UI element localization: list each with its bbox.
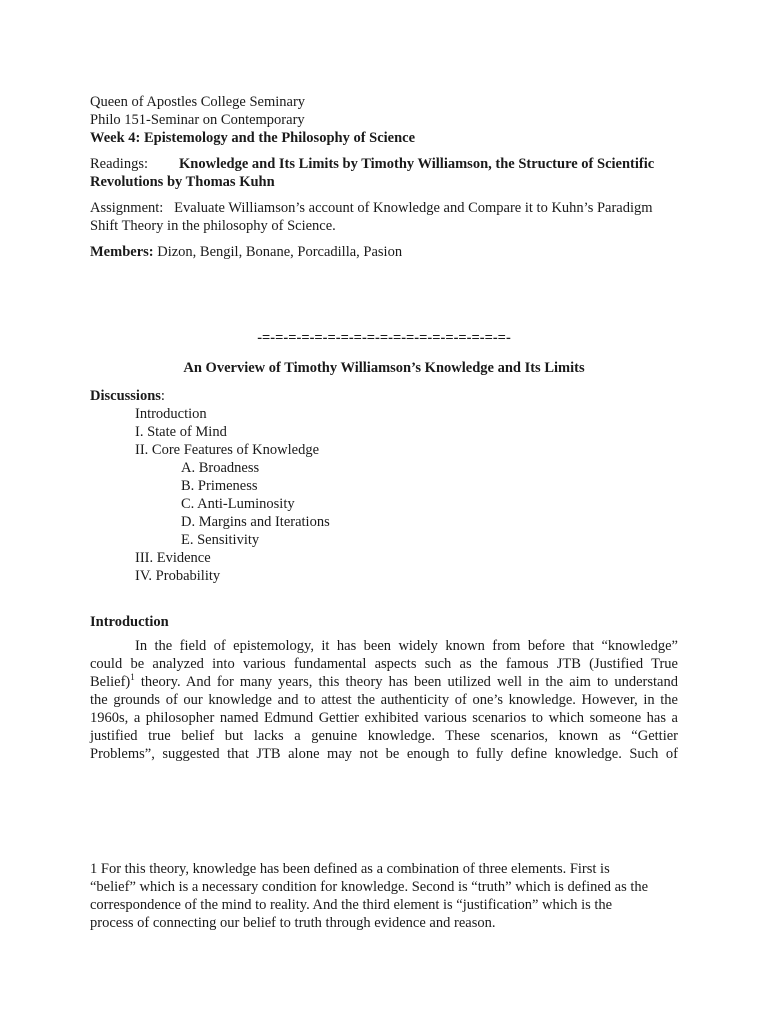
section-divider: -=-=-=-=-=-=-=-=-=-=-=-=-=-=-=-=-=-=-=- — [257, 330, 511, 346]
paragraph-line: could be analyzed into various fundamental aspects such as the famous JTB (Justified True — [90, 656, 678, 672]
footnote-line: correspondence of the mind to reality. And the third element is “justification” which is the — [90, 897, 613, 913]
outline-item: III. Evidence — [135, 550, 211, 566]
paragraph-text: theory. And for many years, this theory has been utilized well in the aim to understand — [140, 674, 678, 690]
document-page — [90, 93, 678, 763]
introduction-heading: Introduction — [90, 614, 169, 630]
paragraph-line: 1960s, a philosopher named Edmund Gettier exhibited various scenarios to which someone has a — [90, 710, 678, 726]
discussions-label: Discussions — [90, 388, 161, 404]
outline-subitem: C. Anti-Luminosity — [181, 496, 295, 512]
course-line: Philo 151-Seminar on Contemporary — [90, 112, 305, 128]
members-label: Members: — [90, 244, 154, 260]
readings-line-2: Revolutions by Thomas Kuhn — [90, 174, 275, 190]
overview-title: An Overview of Timothy Williamson’s Knowledge and Its Limits — [183, 360, 585, 376]
paragraph-line-with-footnote — [90, 673, 678, 691]
outline-item: I. State of Mind — [135, 424, 227, 440]
paragraph-line: In the field of epistemology, it has been widely known from before that “knowledge” — [135, 638, 678, 654]
readings-block — [90, 155, 678, 191]
belief-word: Belief) — [90, 674, 131, 690]
outline-subitem: B. Primeness — [181, 478, 258, 494]
institution-line: Queen of Apostles College Seminary — [90, 94, 306, 110]
outline-subitem: A. Broadness — [181, 460, 260, 476]
paragraph-line: Problems”, suggested that JTB alone may not be enough to fully define knowledge. Such of — [90, 746, 678, 762]
footnote-line: process of connecting our belief to truth through evidence and reason. — [90, 915, 496, 931]
week-title: Week 4: Epistemology and the Philosophy of Science — [90, 130, 416, 146]
introduction-paragraph — [90, 637, 678, 763]
readings-label: Readings: — [90, 156, 148, 172]
outline-subitem: D. Margins and Iterations — [181, 514, 330, 530]
footnote-line: 1 For this theory, knowledge has been defined as a combination of three elements. First is — [90, 861, 610, 877]
members-line — [90, 243, 678, 261]
paragraph-line: justified true belief but lacks a genuine knowledge. These scenarios, known as “Gettier — [90, 728, 678, 744]
readings-line-1: Knowledge and Its Limits by Timothy Williamson, the Structure of Scientific — [179, 156, 655, 172]
footnote-reference[interactable]: 1 — [130, 672, 135, 683]
footnote — [90, 860, 678, 932]
discussions-colon: : — [160, 388, 165, 404]
members-names: Dizon, Bengil, Bonane, Porcadilla, Pasion — [157, 244, 403, 260]
paragraph-line: the grounds of our knowledge and to attest the authenticity of one’s knowledge. However, in the — [90, 692, 678, 708]
assignment-line-1: Assignment: Evaluate Williamson’s account of Knowledge and Compare it to Kuhn’s Paradigm — [90, 200, 653, 216]
assignment-line-2: Shift Theory in the philosophy of Science. — [90, 218, 336, 234]
outline-subitem: E. Sensitivity — [181, 532, 260, 548]
outline-item: II. Core Features of Knowledge — [135, 442, 320, 458]
footnote-line: “belief” which is a necessary condition for knowledge. Second is “truth” which is defined as the — [90, 879, 649, 895]
outline-item: Introduction — [135, 406, 207, 422]
outline-item: IV. Probability — [135, 568, 221, 584]
discussions-outline — [90, 387, 678, 585]
assignment-block — [90, 199, 678, 235]
